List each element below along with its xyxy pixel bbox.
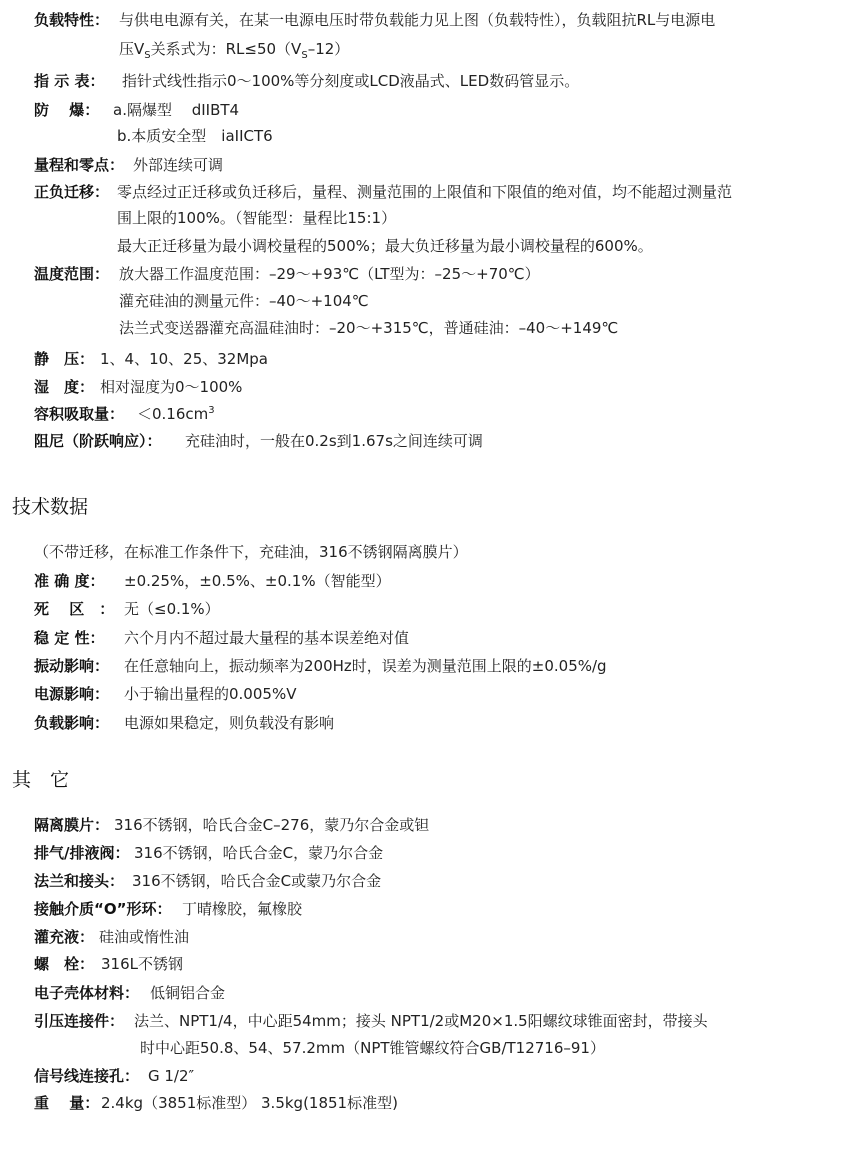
migration-row-2 <box>0 207 860 229</box>
housing-label: 电子壳体材料： <box>34 984 140 1002</box>
temperature-row <box>0 263 860 285</box>
range-zero-value: 外部连续可调 <box>133 156 224 174</box>
migration-row-3 <box>0 235 860 257</box>
signal-port-value: G 1/2″ <box>148 1067 195 1085</box>
load-effect-row <box>0 712 860 734</box>
humidity-value: 相对湿度为0～100% <box>100 378 243 396</box>
connection-label: 引压连接件： <box>34 1012 125 1030</box>
migration-line2: 围上限的100%。（智能型：量程比15:1） <box>117 209 397 227</box>
load-line2-part-a: 压V <box>119 40 145 58</box>
bolt-row <box>0 953 860 975</box>
oring-label: 接触介质“O”形环： <box>34 900 172 918</box>
load-line2-part-c: –12） <box>307 40 350 58</box>
fill-fluid-label: 灌充液： <box>34 928 95 946</box>
volume-absorb-sup: 3 <box>208 405 215 416</box>
vibration-label: 振动影响： <box>34 657 110 675</box>
bolt-value: 316L不锈钢 <box>101 955 183 973</box>
connection-line2: 时中心距50.8、54、57.2mm（NPT锥管螺纹符合GB/T12716–91） <box>140 1039 605 1057</box>
connection-row-2 <box>0 1037 860 1059</box>
connection-row <box>0 1010 860 1032</box>
temperature-line1: 放大器工作温度范围：–29～+93℃（LT型为：–25～+70℃） <box>119 265 540 283</box>
migration-line3: 最大正迁移量为最小调校量程的500%；最大负迁移量为最小调校量程的600%。 <box>117 237 653 255</box>
other-heading: 其 它 <box>12 769 70 791</box>
temperature-row-2 <box>0 290 860 312</box>
fill-fluid-value: 硅油或惰性油 <box>99 928 190 946</box>
oring-row <box>0 898 860 920</box>
humidity-row <box>0 376 860 398</box>
accuracy-row <box>0 570 860 592</box>
power-effect-value: 小于输出量程的0.005%V <box>124 685 297 703</box>
vibration-value: 在任意轴向上，振动频率为200Hz时，误差为测量范围上限的±0.05%/g <box>124 657 607 675</box>
tech-note-row <box>0 541 860 563</box>
explosion-value-2: b.本质安全型 iaIICT6 <box>117 127 273 145</box>
flange-value: 316不锈钢，哈氏合金C或蒙乃尔合金 <box>132 872 382 890</box>
volume-absorb-value <box>137 403 215 425</box>
static-pressure-label: 静 压： <box>34 350 95 368</box>
explosion-row <box>0 99 860 121</box>
indicator-value: 指针式线性指示0～100%等分刻度或LCD液晶式、LED数码管显示。 <box>122 72 580 90</box>
diaphragm-label: 隔离膜片： <box>34 816 110 834</box>
accuracy-label: 准 确 度： <box>34 572 105 590</box>
deadband-value: 无（≤0.1%） <box>124 600 220 618</box>
load-line2-sub1: S <box>144 50 151 61</box>
power-effect-label: 电源影响： <box>34 685 110 703</box>
load-characteristic-row-2 <box>0 38 860 60</box>
range-zero-label: 量程和零点： <box>34 156 125 174</box>
load-line2-part-b: 关系式为：RL≤50（V <box>150 40 302 58</box>
housing-value: 低铜铝合金 <box>150 984 226 1002</box>
signal-port-row <box>0 1065 860 1087</box>
bolt-label: 螺 栓： <box>34 955 95 973</box>
volume-absorb-label: 容积吸取量： <box>34 405 125 423</box>
tech-data-heading: 技术数据 <box>12 496 89 518</box>
weight-value: 2.4kg（3851标准型） 3.5kg(1851标准型) <box>101 1094 398 1112</box>
range-zero-row <box>0 154 860 176</box>
stability-label: 稳 定 性： <box>34 629 105 647</box>
signal-port-label: 信号线连接孔： <box>34 1067 140 1085</box>
load-characteristic-label: 负载特性： <box>34 11 110 29</box>
temperature-label: 温度范围： <box>34 265 110 283</box>
load-characteristic-row <box>0 9 860 31</box>
explosion-value-1: a.隔爆型 dIIBT4 <box>113 101 240 119</box>
load-characteristic-line1: 与供电电源有关，在某一电源电压时带负载能力见上图（负载特性），负载阻抗RL与电源电 <box>119 11 716 29</box>
volume-absorb-number: ＜0.16cm <box>137 405 209 423</box>
damping-label: 阻尼（阶跃响应）： <box>34 432 162 450</box>
flange-row <box>0 870 860 892</box>
static-pressure-row <box>0 348 860 370</box>
damping-row <box>0 430 860 452</box>
power-effect-row <box>0 683 860 705</box>
deadband-row <box>0 598 860 620</box>
migration-line1: 零点经过正迁移或负迁移后，量程、测量范围的上限值和下限值的绝对值，均不能超过测量范 <box>117 183 733 201</box>
fill-fluid-row <box>0 926 860 948</box>
indicator-label: 指 示 表： <box>34 72 105 90</box>
load-characteristic-line2 <box>119 38 349 60</box>
migration-label: 正负迁移： <box>34 183 110 201</box>
load-effect-label: 负载影响： <box>34 714 110 732</box>
oring-value: 丁晴橡胶，氟橡胶 <box>182 900 303 918</box>
temperature-row-3 <box>0 317 860 339</box>
static-pressure-value: 1、4、10、25、32Mpa <box>100 350 269 368</box>
explosion-label: 防 爆： <box>34 101 100 119</box>
vibration-row <box>0 655 860 677</box>
damping-value: 充硅油时，一般在0.2s到1.67s之间连续可调 <box>185 432 483 450</box>
diaphragm-row <box>0 814 860 836</box>
vent-drain-value: 316不锈钢，哈氏合金C，蒙乃尔合金 <box>134 844 384 862</box>
vent-drain-row <box>0 842 860 864</box>
temperature-line3: 法兰式变送器灌充高温硅油时：–20～+315℃，普通硅油：–40～+149℃ <box>119 319 619 337</box>
weight-row <box>0 1092 860 1114</box>
indicator-row <box>0 70 860 92</box>
housing-row <box>0 982 860 1004</box>
volume-absorb-row <box>0 403 860 425</box>
stability-value: 六个月内不超过最大量程的基本误差绝对值 <box>124 629 410 647</box>
weight-label: 重 量： <box>34 1094 100 1112</box>
flange-label: 法兰和接头： <box>34 872 125 890</box>
deadband-label: 死 区 ： <box>34 600 115 618</box>
temperature-line2: 灌充硅油的测量元件：–40～+104℃ <box>119 292 369 310</box>
accuracy-value: ±0.25%，±0.5%、±0.1%（智能型） <box>124 572 391 590</box>
load-line2-sub2: S <box>301 50 308 61</box>
migration-row <box>0 181 860 203</box>
vent-drain-label: 排气/排液阀： <box>34 844 130 862</box>
load-effect-value: 电源如果稳定，则负载没有影响 <box>124 714 335 732</box>
connection-line1: 法兰、NPT1/4，中心距54mm；接头 NPT1/2或M20×1.5阳螺纹球锥面密封，带接头 <box>134 1012 708 1030</box>
explosion-row-2 <box>0 125 860 147</box>
stability-row <box>0 627 860 649</box>
diaphragm-value: 316不锈钢，哈氏合金C–276，蒙乃尔合金或钽 <box>114 816 430 834</box>
tech-note: （不带迁移，在标准工作条件下，充硅油，316不锈钢隔离膜片） <box>34 543 468 561</box>
humidity-label: 湿 度： <box>34 378 95 396</box>
